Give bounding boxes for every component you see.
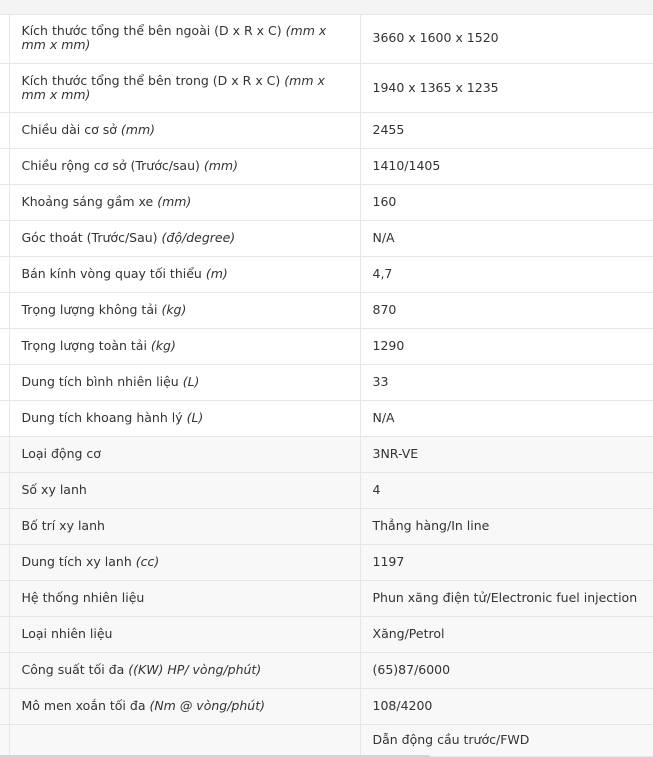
spec-value: 3NR-VE [360, 436, 653, 472]
row-edge-cell [0, 688, 9, 724]
spec-unit: (L) [186, 410, 204, 425]
spec-label: Kích thước tổng thể bên trong (D x R x C) [21, 72, 285, 88]
row-edge-cell [0, 400, 9, 436]
spec-value: 3660 x 1600 x 1520 [360, 14, 653, 63]
specifications-table-body [0, 14, 653, 756]
spec-value: 1197 [360, 544, 653, 580]
table-row [0, 328, 653, 364]
row-edge-cell [0, 652, 9, 688]
row-edge-cell [0, 616, 9, 652]
spec-value: 33 [360, 364, 653, 400]
spec-label: Dung tích khoang hành lý [21, 410, 187, 425]
table-row [0, 472, 653, 508]
row-edge-cell [0, 724, 9, 756]
spec-label: Số xy lanh [21, 482, 87, 497]
spec-label: Dung tích bình nhiên liệu [21, 374, 183, 389]
spec-value: 1290 [360, 328, 653, 364]
table-row [0, 148, 653, 184]
spec-value: N/A [360, 400, 653, 436]
row-edge-cell [0, 256, 9, 292]
spec-unit: (L) [182, 374, 200, 389]
spec-unit: (m) [205, 266, 228, 281]
row-edge-cell [0, 292, 9, 328]
spec-value: Dẫn động cầu trước/FWD [360, 724, 653, 756]
spec-label-cell [9, 724, 360, 756]
spec-label: Bố trí xy lanh [21, 518, 105, 533]
table-row [0, 400, 653, 436]
spec-label-cell [9, 436, 360, 472]
spec-label: Chiều dài cơ sở [21, 122, 121, 137]
spec-label: Trọng lượng không tải [21, 302, 162, 317]
spec-value: (65)87/6000 [360, 652, 653, 688]
spec-label: Loại nhiên liệu [21, 626, 113, 641]
spec-label-cell [9, 472, 360, 508]
spec-label: Hệ thống nhiên liệu [21, 590, 145, 605]
table-row [0, 508, 653, 544]
spec-unit: (kg) [150, 338, 176, 353]
spec-label: Trọng lượng toàn tải [21, 338, 151, 353]
row-edge-cell [0, 328, 9, 364]
row-edge-cell [0, 544, 9, 580]
spec-label-cell [9, 184, 360, 220]
spec-unit: (mm) [203, 158, 238, 173]
spec-label: Mô men xoắn tối đa [21, 698, 150, 713]
spec-value: 2455 [360, 112, 653, 148]
row-edge-cell [0, 63, 9, 112]
spec-label-cell [9, 328, 360, 364]
spec-unit: (mm) [120, 122, 155, 137]
spec-label: Khoảng sáng gầm xe [21, 194, 158, 209]
row-edge-cell [0, 220, 9, 256]
spec-label-cell [9, 112, 360, 148]
table-top-edge [0, 0, 653, 15]
spec-label-cell [9, 364, 360, 400]
spec-label: Bán kính vòng quay tối thiểu [21, 266, 206, 281]
table-row [0, 256, 653, 292]
spec-value: 4 [360, 472, 653, 508]
spec-label-cell [9, 63, 360, 112]
table-row [0, 652, 653, 688]
spec-label-cell [9, 544, 360, 580]
spec-label: Loại động cơ [21, 446, 101, 461]
table-row [0, 544, 653, 580]
spec-unit: (độ/degree) [161, 230, 236, 245]
spec-value: 160 [360, 184, 653, 220]
spec-label-cell [9, 616, 360, 652]
table-row [0, 580, 653, 616]
spec-value: 108/4200 [360, 688, 653, 724]
spec-value: 1940 x 1365 x 1235 [360, 63, 653, 112]
spec-label: Kích thước tổng thể bên ngoài (D x R x C) [21, 23, 286, 39]
row-edge-cell [0, 148, 9, 184]
table-row [0, 436, 653, 472]
spec-label: Chiều rộng cơ sở (Trước/sau) [21, 158, 204, 173]
table-row [0, 364, 653, 400]
table-row [0, 112, 653, 148]
table-row [0, 724, 653, 756]
spec-label-cell [9, 148, 360, 184]
spec-label-cell [9, 256, 360, 292]
spec-label-cell [9, 688, 360, 724]
spec-label-cell [9, 652, 360, 688]
row-edge-cell [0, 14, 9, 63]
table-row [0, 688, 653, 724]
spec-value: Thẳng hàng/In line [360, 508, 653, 544]
spec-value: Phun xăng điện tử/Electronic fuel injection [360, 580, 653, 616]
spec-unit: ((KW) HP/ vòng/phút) [128, 662, 262, 677]
row-edge-cell [0, 436, 9, 472]
spec-label-cell [9, 220, 360, 256]
row-edge-cell [0, 112, 9, 148]
row-edge-cell [0, 508, 9, 544]
spec-value: 1410/1405 [360, 148, 653, 184]
table-row [0, 184, 653, 220]
spec-unit: (Nm @ vòng/phút) [149, 698, 265, 713]
spec-unit: (cc) [135, 554, 160, 569]
spec-label-cell [9, 508, 360, 544]
table-row [0, 63, 653, 112]
table-row [0, 14, 653, 63]
table-row [0, 616, 653, 652]
spec-label-cell [9, 580, 360, 616]
spec-label: Công suất tối đa [21, 662, 129, 677]
row-edge-cell [0, 364, 9, 400]
spec-value: 4,7 [360, 256, 653, 292]
spec-unit: (mm) [157, 194, 192, 209]
spec-label: Góc thoát (Trước/Sau) [21, 230, 162, 245]
row-edge-cell [0, 472, 9, 508]
spec-label-cell [9, 400, 360, 436]
spec-unit: (kg) [161, 302, 187, 317]
spec-value: N/A [360, 220, 653, 256]
spec-value: 870 [360, 292, 653, 328]
specifications-table [0, 14, 653, 757]
table-row [0, 220, 653, 256]
spec-label-cell [9, 14, 360, 63]
table-row [0, 292, 653, 328]
spec-label-cell [9, 292, 360, 328]
spec-label: Dung tích xy lanh [21, 554, 136, 569]
spec-unit: (mm x mm x mm) [21, 23, 327, 53]
row-edge-cell [0, 184, 9, 220]
spec-unit: (mm x mm x mm) [21, 72, 325, 102]
spec-value: Xăng/Petrol [360, 616, 653, 652]
row-edge-cell [0, 580, 9, 616]
